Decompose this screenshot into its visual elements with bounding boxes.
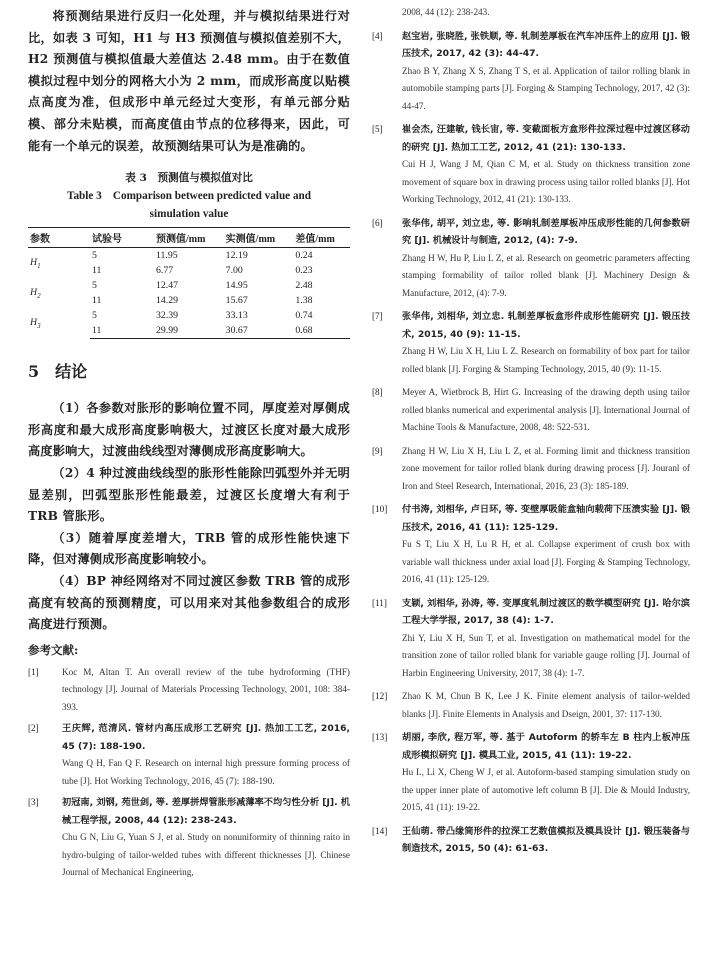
table-cell: 11 [92, 295, 102, 307]
table-header: 差值/mm [293, 228, 350, 248]
reference-en: Koc M, Altan T. An overall review of the tube hydroforming (THF) technology [J]. Journal of Materials Processing Technology, 2001, 108: 384-393. [62, 666, 350, 712]
table-cell: 14.29 [156, 295, 179, 307]
reference-zh: 赵宝岩, 张晓胜, 张铁顺, 等. 轧制差厚板在汽车冲压件上的应用 [J]. 锻压技术, 2017, 42 (3): 44-47. [402, 30, 690, 59]
reference-item [372, 215, 690, 303]
reference-number: [9] [372, 445, 383, 456]
reference-item [372, 121, 690, 209]
table-cell: 0.74 [295, 310, 313, 322]
reference-zh: 付书涛, 刘相华, 卢日环, 等. 变壁厚吸能盒轴向载荷下压溃实验 [J]. 锻压技术, 2016, 41 (11): 125-129. [402, 504, 690, 533]
reference-zh: 张华伟, 胡平, 刘立忠, 等. 影响轧制差厚板冲压成形性能的几何参数研究 [J]. 机械设计与制造, 2012, (4): 7-9. [402, 217, 690, 246]
reference-en: Zhang H W, Liu X H, Liu L Z. Research on formability of box part for tailor rolled blank [J]. Forging & Stamping Technology, 2015, 40 (9): 11-15. [402, 346, 690, 374]
table-header: 试验号 [90, 228, 154, 248]
table-param: $H_3$ [30, 316, 41, 330]
table-header: 预测值/mm [154, 228, 224, 248]
reference-zh: 崔会杰, 汪建敏, 钱长宙, 等. 变截面板方盒形件拉深过程中过渡区移动的研究 [J]. 热加工工艺, 2012, 41 (21): 130-133. [402, 124, 690, 153]
reference-en: Zhao K M, Chun B K, Lee J K. Finite element analysis of tailor-welded blanks [J]. Finite Elements in Analysis and Dseign, 2001, 37: 117-130. [402, 691, 690, 719]
table-cell: 12.19 [225, 250, 248, 262]
table-cell: 11 [92, 265, 102, 277]
reference-en: Wang Q H, Fan Q F. Research on internal high pressure forming process of tube [J]. Hot Working Technology, 2016, 45 (7): 188-190. [62, 758, 350, 786]
reference-zh: 胡丽, 李欣, 程万军, 等. 基于 Autoform 的轿车左 B 柱内上板冲压成形模拟研究 [J]. 模具工业, 2015, 41 (11): 19-22. [402, 732, 690, 761]
reference-item [372, 28, 690, 116]
reference-en: Cui H J, Wang J M, Qian C M, et al. Study on thickness transition zone movement of square box in drawing process using tailor rolled blanks [J]. Hot Working Technology, 2012, 41 (21): 130-133. [402, 159, 690, 204]
table-cell: 1.38 [295, 295, 313, 307]
table-cell: 15.67 [225, 295, 248, 307]
table-caption-zh: 表 3 预测值与模拟值对比 [125, 172, 253, 185]
reference-number: [2] [28, 723, 39, 734]
reference-en: Fu S T, Liu X H, Lu R H, et al. Collapse experiment of crush box with variable wall thickness under axial load [J]. Forging & Stamping Technology, 2016, 41 (11): 125-129. [402, 539, 690, 584]
reference-item [372, 443, 690, 496]
table-cell: 0.23 [295, 265, 313, 277]
table-cell: 14.95 [225, 280, 248, 292]
reference-number: [1] [28, 666, 39, 677]
reference-zh: 张华伟, 刘相华, 刘立忠. 轧制差厚板盒形件成形性能研究 [J]. 锻压技术, 2015, 40 (9): 11-15. [402, 311, 690, 340]
table-header: 参数 [28, 228, 90, 248]
reference-item [372, 384, 690, 437]
left-column [28, 0, 350, 954]
reference-item [372, 595, 690, 683]
table-cell: 2.48 [295, 280, 313, 292]
reference-en: Zhao B Y, Zhang X S, Zhang T S, et al. Application of tailor rolling blank in automobile stamping parts [J]. Forging & Stamping Technology, 2017, 42 (3): 44-47. [402, 65, 690, 111]
reference-item [372, 501, 690, 589]
table-row [28, 278, 350, 293]
table-cell: 6.77 [156, 265, 174, 277]
reference-en: Zhang H W, Liu X H, Liu L Z, et al. Forming limit and thickness transition zone movement for tailor rolled blank during drawing process [J]. Jouranl of Iron and Steel Research, International, 2016, 23 (3): 185-189. [402, 445, 690, 491]
table-cell: 32.39 [156, 310, 179, 322]
table-param: $H_2$ [30, 286, 41, 300]
table-cell: 0.24 [295, 250, 313, 262]
reference-number: [8] [372, 387, 383, 397]
conclusions [28, 398, 350, 636]
reference-item [28, 664, 350, 717]
reference-number: [5] [372, 124, 383, 134]
reference-number: [7] [372, 311, 383, 321]
table-3 [28, 169, 350, 339]
right-column [372, 0, 690, 954]
table-param: $H_1$ [30, 256, 41, 270]
comparison-table [28, 227, 350, 339]
reference-number: [6] [372, 217, 383, 228]
reference-item [28, 794, 350, 882]
conclusion-item: （4）BP 神经网络对不同过渡区参数 TRB 管的成形高度有较高的预测精度，可以用来对其他参数组合的成形高度进行预测。 [28, 573, 350, 632]
section-title: 5 结论 [28, 362, 88, 382]
reference-number: [13] [372, 732, 388, 742]
reference-zh: 初冠南, 刘钢, 苑世剑, 等. 差厚拼焊管胀形减薄率不均匀性分析 [J]. 机械工程学报, 2008, 44 (12): 238-243. [62, 797, 350, 826]
reference-item [28, 720, 350, 790]
table-cell: 12.47 [156, 280, 179, 292]
table-cell: 33.13 [225, 310, 248, 322]
table-row [28, 248, 350, 264]
table-row [28, 308, 350, 323]
reference-en: Zhi Y, Liu X H, Sun T, et al. Investigation on mathematical model for the transition zone of tailor rolled blank for variable gauge rolling [J]. Journal of Harbin Engineering University, 2017, 38 (4): 1-7. [402, 632, 690, 678]
reference-en: Chu G N, Liu G, Yuan S J, et al. Study on nonuniformity of thinning raito in hydro-bulging of tailor-welded tubes with different thicknesses [J]. Chinese Journal of Mechanical Engineering, [62, 832, 350, 878]
reference-continuation: 2008, 44 (12): 238-243. [402, 7, 490, 17]
reference-number: [14] [372, 825, 388, 836]
reference-zh: 王仙萌. 带凸缘筒形件的拉深工艺数值模拟及模具设计 [J]. 锻压装备与制造技术, 2015, 50 (4): 61-63. [402, 825, 690, 854]
table-caption-en-2: simulation value [149, 208, 229, 221]
table-cell: 5 [92, 250, 97, 262]
reference-number: [4] [372, 30, 383, 41]
reference-item [372, 688, 690, 723]
table-cell: 11 [90, 323, 154, 339]
references-right [372, 28, 690, 858]
reference-number: [10] [372, 504, 388, 514]
intro-paragraph: 将预测结果进行反归一化处理，并与模拟结果进行对比，如表 3 可知，H1 与 H3 预测值与模拟值差别不大，H2 预测值与模拟值最大差值达 2.48 mm。由于在数值模拟过程中划分的网格大小为 2 mm，而成形高度以贴模点高度为准，但成形中单元经过大变形，有单元部分贴模、部分未贴模，而高度值由节点的位移得来，因此，可能有一个单元的误差，故预测结果可认为是准确的。 [28, 9, 350, 153]
reference-number: [11] [372, 597, 387, 608]
table-caption-en-1: Table 3 Comparison between predicted value and [67, 190, 311, 203]
reference-number: [3] [28, 797, 39, 808]
table-header: 实测值/mm [224, 228, 294, 248]
conclusion-item: （2）4 种过渡曲线线型的胀形性能除凹弧型外并无明显差别，凹弧型胀形性能最差，过渡区长度增大有利于 TRB 管胀形。 [28, 465, 350, 524]
reference-en: Meyer A, Wietbrock B, Hirt G. Increasing of the drawing depth using tailor rolled blanks numerical and experimental analysis [J]. International Journal of Machine Tools & Manufacture, 2008, 48: 522-531. [402, 387, 690, 432]
table-cell: 5 [92, 310, 97, 322]
table-cell: 11.95 [156, 250, 178, 262]
reference-en: Zhang H W, Hu P, Liu L Z, et al. Research on geometric parameters affecting stamping formability of tailor rolled blank [J]. Machinery Design & Manufacture, 2012, (4): 7-9. [402, 252, 690, 298]
reference-en: Hu L, Li X, Cheng W J, et al. Autoform-based stamping simulation study on the upper inner plate of automotive left column B [J]. Die & Mould Industry, 2015, 41 (11): 19-22. [402, 767, 690, 812]
table-cell: 7.00 [225, 265, 243, 277]
table-cell: 30.67 [224, 323, 294, 339]
reference-item [372, 308, 690, 378]
table-cell: 5 [92, 280, 97, 292]
reference-item [372, 823, 690, 858]
reference-zh: 支颖, 刘相华, 孙涛, 等. 变厚度轧制过渡区的数学模型研究 [J]. 哈尔滨工程大学学报, 2017, 38 (4): 1-7. [402, 597, 690, 626]
conclusion-item: （1）各参数对胀形的影响位置不同，厚度差对厚侧成形高度和最大成形高度影响极大，过渡区长度对最大成形高度影响大，过渡曲线线型对薄侧成形高度影响大。 [28, 401, 350, 459]
references-left [28, 664, 350, 882]
conclusion-item: （3）随着厚度差增大，TRB 管的成形性能快速下降，但对薄侧成形高度影响较小。 [28, 530, 350, 567]
reference-item [372, 729, 690, 817]
reference-zh: 王庆辉, 范清风. 管材内高压成形工艺研究 [J]. 热加工工艺, 2016, 45 (7): 188-190. [62, 723, 350, 752]
table-cell: 0.68 [293, 323, 350, 339]
table-cell: 29.99 [154, 323, 224, 339]
references-title: 参考文献: [28, 642, 79, 657]
reference-number: [12] [372, 691, 388, 701]
